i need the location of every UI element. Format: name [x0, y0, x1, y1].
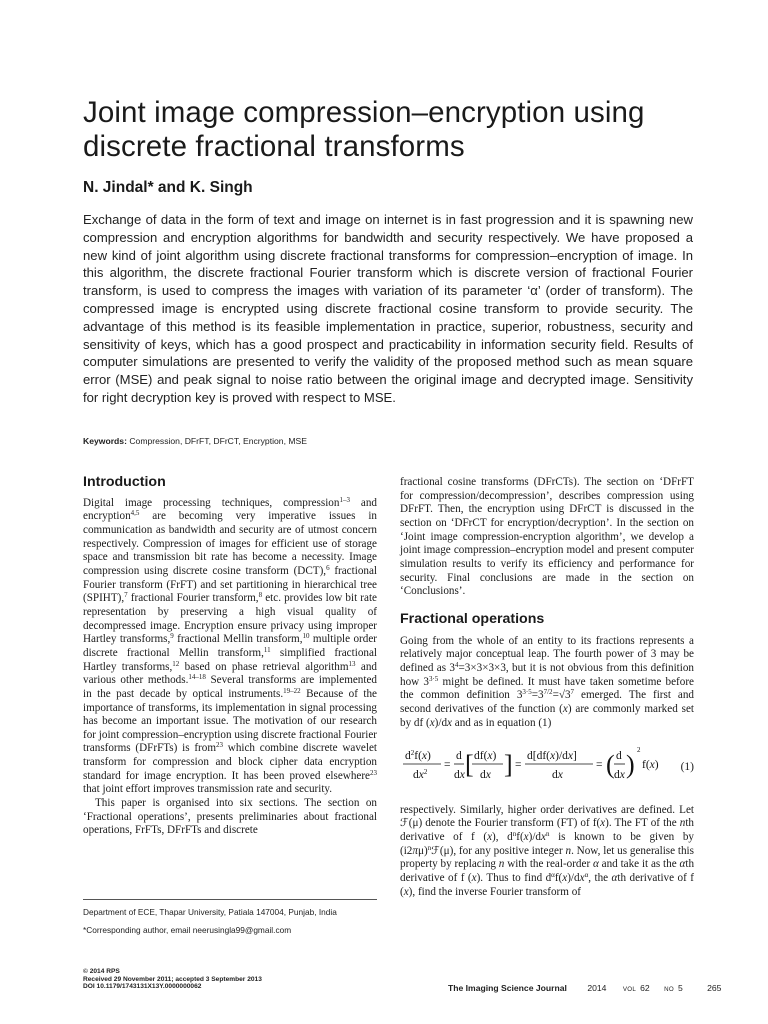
svg-text:=: =: [444, 759, 451, 772]
equation-svg: [401, 743, 663, 787]
doi: DOI 10.1179/1743131X13Y.0000000062: [83, 983, 202, 991]
svg-text:f(x): f(x): [642, 759, 659, 772]
section-heading-fractional-operations: Fractional operations: [400, 610, 545, 627]
journal-footer: [448, 983, 725, 993]
svg-text:dx: dx: [480, 769, 491, 782]
svg-text:dx: dx: [614, 769, 625, 782]
footnote-corresponding-author: *Corresponding author, email neerusingla99@gmail.com: [83, 925, 292, 935]
copyright: © 2014 RPS: [83, 968, 120, 975]
equation-1: [400, 743, 694, 792]
keywords-label: Keywords:: [83, 436, 127, 446]
equation-body: [400, 743, 664, 792]
section-heading-introduction: Introduction: [83, 474, 166, 490]
column-right: [400, 476, 694, 899]
column-left: [83, 476, 377, 838]
svg-text:[: [: [465, 750, 474, 780]
svg-text:=: =: [515, 759, 522, 772]
svg-text:(: (: [606, 750, 615, 780]
journal-name: The Imaging Science Journal: [448, 983, 567, 993]
abstract: Exchange of data in the form of text and image on internet is in fast progression and it is spawning new compression and encryption algorithms for bandwidth and security respectively. We have proposed a new kind of joint algorithm using discrete fractional transforms for compression–encryption of image. In this algorithm, the discrete fractional Fourier transform which is discrete version of fractional Fourier transform, is used to compress the images with variation of its parameter ‘α’ (order of transform). The compressed image is encrypted using discrete fractional cosine transform to provide security. The advantage of this method is its feasible implementation in practice, superior, robustness, security and sensitivity of keys, which has a good prospect and practicability in information security field. Results of computer simulations are presented to verify the validity of the proposed method such as mean square error (MSE) and peak signal to noise ratio between the original image and decrypted image. Sensitivity for right decryption key is proved with respect to MSE.: [83, 212, 693, 405]
publication-info: [83, 968, 262, 991]
fractional-paragraph-1: Going from the whole of an entity to its fractions represents a relatively major conceptual leap. The fourth power of 3 may be defined as $3^4=3\times 3\times 3\times 3$, but it is not obvious from this definition how $3^{3\cdot 5}$ might be defined. It must have taken sometime before the common definition $3^{3\cdot 5}=3^{7/2}=√3^7$ emerged. The first and second derivatives of the function (x) are commonly marked set by df (x)/dx and as in equation (1): [400, 634, 695, 729]
svg-text:d[df(x)/dx]: d[df(x)/dx]: [527, 750, 577, 763]
svg-text:2: 2: [637, 746, 641, 755]
authors: N. Jindal* and K. Singh: [83, 179, 253, 196]
svg-text:dx: dx: [454, 769, 465, 782]
intro-paragraph-2: This paper is organised into six sections. The section on ‘Fractional operations’, presents preliminaries about fractional operations, FrFTs, DFrFTs and discrete: [83, 797, 377, 837]
svg-text:d: d: [616, 750, 622, 763]
svg-text:dx2: $dx^2$: [413, 768, 428, 782]
svg-text:=: =: [596, 759, 603, 772]
paper-title: Joint image compression–encryption using discrete fractional transforms: [83, 96, 645, 163]
journal-year: 2014: [587, 983, 607, 993]
fractional-paragraph-2: respectively. Similarly, higher order derivatives are defined. Let ℱ(μ) denote the Fourier transform (FT) of f(x). The FT of the nth derivative of f (x), $d^nf(x)/dx^n$ is known to be given by $(i2\pi\mu)^nℱ(\mu)$, for any positive integer n. Now, let us generalise this property by replacing n with the real-order α and take it as the αth derivative of f (x). Thus to find $d^\alpha f(x)/dx^\alpha$, the αth derivative of f (x), find the inverse Fourier transform of: [400, 803, 695, 898]
issue-label: NO: [664, 986, 674, 993]
volume-number: 62: [640, 983, 650, 993]
issue-number: 5: [677, 983, 683, 993]
equation-number: (1): [680, 760, 694, 773]
received-date: Received 29 November 2011; accepted 3 September 2013: [83, 975, 262, 983]
volume-label: VOL: [622, 986, 637, 993]
keywords-list: Compression, DFrFT, DFrCT, Encryption, MSE: [129, 436, 307, 446]
intro-paragraph-2-continued: fractional cosine transforms (DFrCTs). The section on ‘DFrFT for compression/decompression’, describes compression using DFrFT. Then, the encryption using DFrCT is discussed in the section on ‘DFrCT for encryption/decryption’. In the section on ‘Joint image compression-encryption algorithm’, we develop a joint image compression–encryption model and present computer simulation results to verify its efficiency and performance for security. Final conclusions are made in the section on ‘Conclusions’.: [400, 476, 694, 598]
svg-text:d: d: [456, 750, 462, 763]
svg-text:dx: dx: [552, 769, 563, 782]
intro-paragraph-1: Digital image processing techniques, compression$^{1-3}$ and encryption$^{4,5}$ are becoming very imperative issues in communication as bandwidth and security are of utmost concern respectively. Compression of images for efficient use of storage space and transmission bit rate has become a necessity. Image compression using discrete cosine transform (DCT),$^6$ fractional Fourier transform (FrFT) and set partitioning in hierarchical tree (SPIHT),$^7$ fractional Fourier transform,$^8$ etc. provides low bit rate representation by preserving a high visual quality of decompressed image. Encryption ensure privacy using improper Hartley transforms,$^9$ fractional Mellin transform,$^{10}$ multiple order discrete fractional Mellin transform,$^{11}$ simplified fractional Hartley transforms,$^{12}$ based on phase retrieval algorithm$^{13}$ and various other methods.$^{14-18}$ Several transforms are implemented in the past decade by optical instruments.$^{19-22}$ Because of the importance of transforms, its implementation in signal processing has become an important issue. The motivation of our research for joint compression–encryption using discrete fractional Fourier transforms (DFrFTs) is from$^{23}$ which combine discrete wavelet transform for compression and block cipher data encryption standard for image encryption. It has been proved elsewhere$^{23}$ that joint effort improves transmission rate and security.: [83, 495, 378, 796]
footnotes: [83, 899, 377, 942]
page-number: 265: [707, 983, 722, 993]
footnote-affiliation: Department of ECE, Thapar University, Patiala 147004, Punjab, India: [83, 907, 337, 917]
svg-text:]: ]: [504, 750, 513, 780]
keywords: [83, 436, 307, 446]
svg-text:df(x): df(x): [474, 750, 497, 763]
svg-text:d2f(x): $d^2f(x)$: [405, 749, 431, 763]
svg-text:): ): [626, 750, 635, 780]
